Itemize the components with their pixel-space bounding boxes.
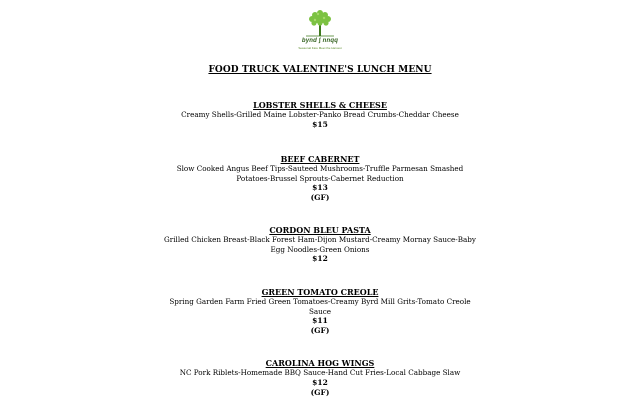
gluten-free-tag: (GF): [310, 387, 330, 397]
item-description: Slow Cooked Angus Beef Tips-Sauteed Mushrooms-Truffle Parmesan Smashed Potatoes-Brussel Sprouts-Cabernet Reduction: [176, 164, 464, 183]
menu-item: [160, 100, 480, 130]
item-price: $12: [312, 254, 328, 263]
item-name: CAROLINA HOG WINGS: [265, 358, 375, 368]
logo: [288, 8, 352, 52]
item-description: Creamy Shells-Grilled Maine Lobster-Panko Bread Crumbs-Cheddar Cheese: [181, 110, 459, 119]
menu-title: FOOD TRUCK VALENTINE'S LUNCH MENU: [208, 65, 432, 75]
item-price: $12: [312, 377, 328, 387]
item-description: Grilled Chicken Breast-Black Forest Ham-Dijon Mustard-Creamy Mornay Sauce-Baby Egg Noodles-Green Onions: [164, 235, 476, 254]
item-name: GREEN TOMATO CREOLE: [261, 287, 379, 297]
item-name: LOBSTER SHELLS & CHEESE: [253, 100, 387, 110]
item-price: $15: [312, 119, 328, 129]
item-name: CORDON BLEU PASTA: [269, 225, 371, 235]
item-description: Spring Garden Farm Fried Green Tomatoes-Creamy Byrd Mill Grits-Tomato Creole Sauce: [169, 297, 471, 316]
menu-item: [160, 358, 480, 398]
logo-tagline: Seasonal Fare Meet the Harvest: [298, 46, 342, 50]
gluten-free-tag: (GF): [310, 193, 330, 202]
item-name: BEEF CABERNET: [280, 154, 360, 164]
menu-item: [160, 154, 480, 203]
logo-wordmark: bynd ∫ nnqq: [301, 38, 339, 44]
menu-item: [160, 225, 480, 264]
gluten-free-tag: (GF): [310, 326, 330, 335]
item-price: $11: [312, 316, 328, 325]
menu-item: [160, 287, 480, 336]
item-price: $13: [312, 183, 328, 192]
item-description: NC Pork Riblets-Homemade BBQ Sauce-Hand Cut Fries-Local Cabbage Slaw: [179, 368, 461, 377]
tree-icon: [288, 8, 352, 38]
